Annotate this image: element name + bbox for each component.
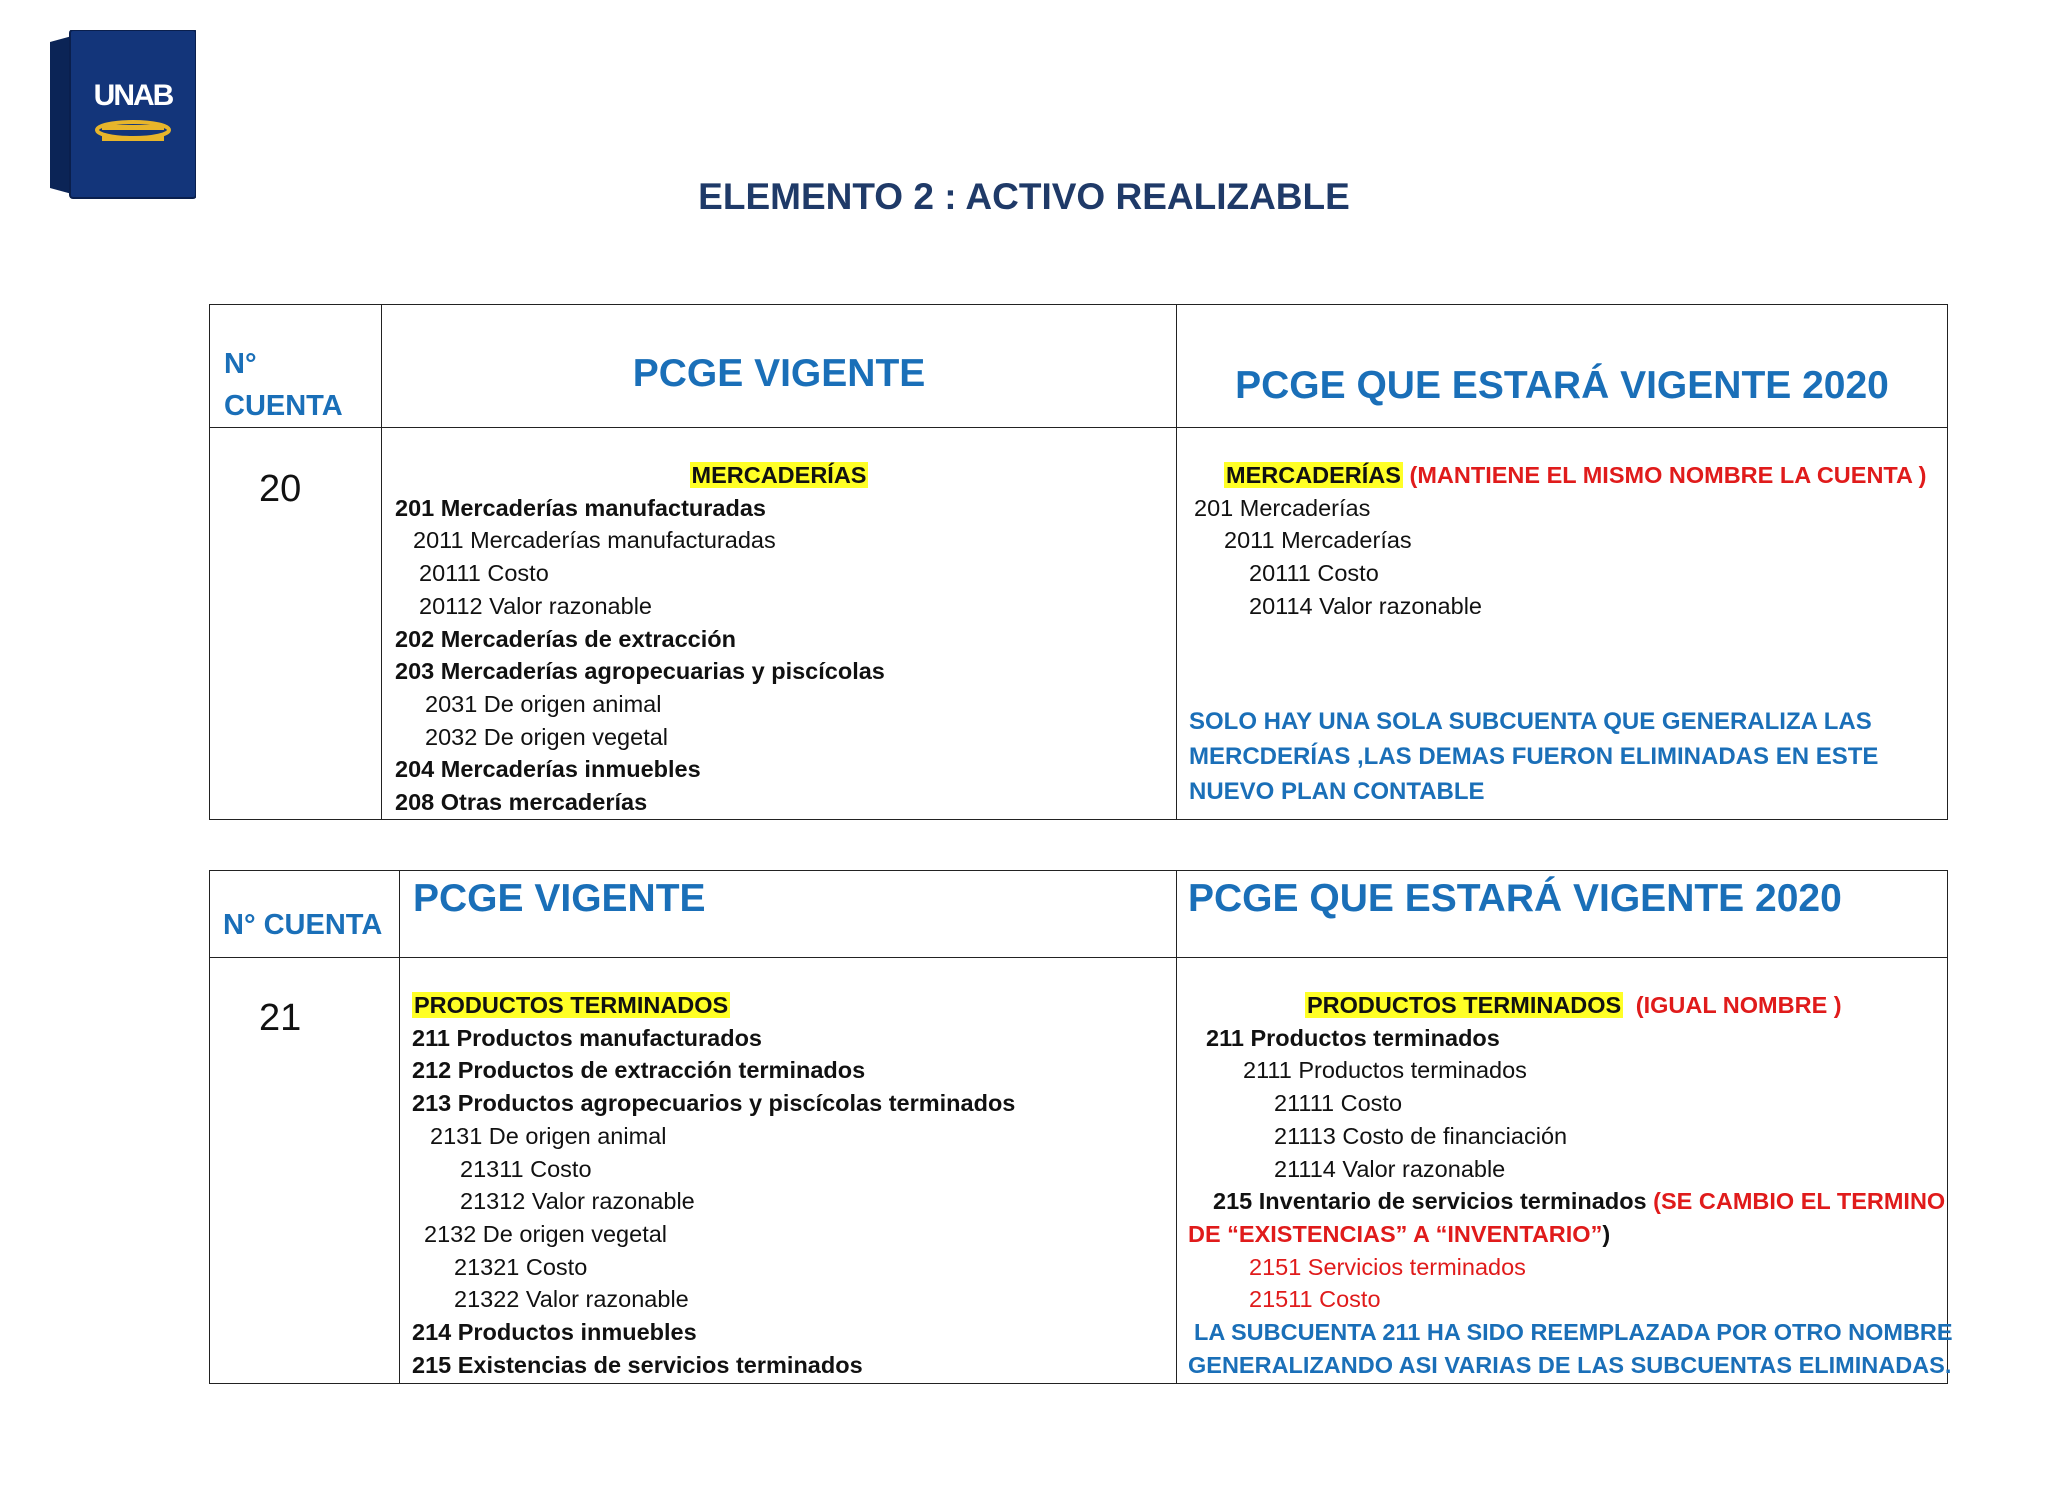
account-number: 20 bbox=[259, 468, 302, 510]
change-note: (SE CAMBIO EL TERMINO bbox=[1653, 1188, 1946, 1215]
heading-note: (MANTIENE EL MISMO NOMBRE LA CUENTA ) bbox=[1409, 462, 1927, 488]
account-heading: PRODUCTOS TERMINADOS bbox=[1307, 992, 1622, 1018]
account-line: 20114 Valor razonable bbox=[1249, 592, 1482, 619]
table-body-row bbox=[210, 428, 1948, 820]
header-line: N° bbox=[224, 348, 257, 380]
account-number-cell bbox=[210, 958, 400, 1384]
account-heading-line bbox=[1177, 459, 1947, 492]
account-line: 212 Productos de extracción terminados bbox=[412, 1057, 866, 1084]
account-line: 2011 Mercaderías manufacturadas bbox=[413, 527, 776, 554]
account-heading-line bbox=[400, 989, 1176, 1022]
account-line: 20112 Valor razonable bbox=[419, 592, 652, 619]
header-label: PCGE QUE ESTARÁ VIGENTE 2020 bbox=[1188, 877, 1842, 920]
account-line-with-note bbox=[1177, 1185, 1947, 1218]
svg-text:UNAB: UNAB bbox=[93, 79, 173, 112]
account-heading-line bbox=[382, 459, 1176, 492]
account-line: 20111 Costo bbox=[419, 560, 549, 587]
account-line: 204 Mercaderías inmuebles bbox=[395, 756, 701, 783]
heading-note: (IGUAL NOMBRE ) bbox=[1635, 992, 1842, 1018]
account-heading: PRODUCTOS TERMINADOS bbox=[414, 992, 729, 1018]
explanation-note: GENERALIZANDO ASI VARIAS DE LAS SUBCUENTAS ELIMINADAS. bbox=[1188, 1351, 1952, 1378]
change-note-line bbox=[1177, 1218, 1947, 1251]
current-plan-header bbox=[382, 305, 1177, 428]
account-line: 202 Mercaderías de extracción bbox=[395, 625, 736, 652]
account-line: 211 Productos terminados bbox=[1206, 1024, 1500, 1051]
account-line: 20111 Costo bbox=[1249, 560, 1379, 587]
table-header-row bbox=[210, 305, 1948, 428]
account-line: 21113 Costo de financiación bbox=[1274, 1122, 1568, 1149]
future-plan-cell bbox=[1177, 958, 1953, 1384]
account-line: 211 Productos manufacturados bbox=[412, 1024, 762, 1051]
account-heading: MERCADERÍAS bbox=[691, 462, 867, 488]
account-line: 215 Existencias de servicios terminados bbox=[412, 1351, 863, 1378]
explanation-note: SOLO HAY UNA SOLA SUBCUENTA QUE GENERALIZA LAS MERCDERÍAS ,LAS DEMAS FUERON ELIMINADAS EN ESTE NUEVO PLAN CONTABLE bbox=[1189, 707, 1879, 805]
account-line: 201 Mercaderías bbox=[1194, 494, 1371, 521]
account-line: 213 Productos agropecuarios y piscícolas terminados bbox=[412, 1090, 1016, 1117]
future-plan-header bbox=[1177, 871, 1948, 958]
table-body-row bbox=[210, 958, 1948, 1384]
current-plan-header bbox=[400, 871, 1177, 958]
account-table-20 bbox=[209, 304, 1948, 820]
page-title: ELEMENTO 2 : ACTIVO REALIZABLE bbox=[698, 176, 1350, 217]
future-plan-cell bbox=[1177, 428, 1948, 820]
header-label: PCGE QUE ESTARÁ VIGENTE 2020 bbox=[1235, 364, 1889, 407]
change-note: DE “EXISTENCIAS” A “INVENTARIO” bbox=[1188, 1220, 1603, 1247]
explanation-note: LA SUBCUENTA 211 HA SIDO REEMPLAZADA POR OTRO NOMBRE bbox=[1194, 1319, 1953, 1346]
header-label: N° CUENTA bbox=[223, 909, 383, 941]
account-line: 2131 De origen animal bbox=[430, 1122, 667, 1149]
header-label: PCGE VIGENTE bbox=[413, 877, 706, 920]
account-line: 208 Otras mercaderías bbox=[395, 789, 648, 816]
account-line: 214 Productos inmuebles bbox=[412, 1319, 697, 1346]
account-table-21 bbox=[209, 870, 1953, 1384]
account-heading-line bbox=[1177, 989, 1947, 1022]
change-note-close: ) bbox=[1602, 1220, 1611, 1247]
account-line: 2132 De origen vegetal bbox=[424, 1220, 668, 1247]
header-line: CUENTA bbox=[224, 390, 343, 422]
account-line: 2031 De origen animal bbox=[425, 690, 662, 717]
header-label: PCGE VIGENTE bbox=[632, 352, 926, 395]
unab-logo bbox=[50, 30, 196, 200]
account-number-cell bbox=[210, 428, 382, 820]
account-number: 21 bbox=[259, 997, 302, 1039]
table-header-row bbox=[210, 871, 1948, 958]
account-line: 215 Inventario de servicios terminados bbox=[1213, 1188, 1647, 1215]
account-line: 21311 Costo bbox=[460, 1155, 592, 1182]
account-number-header bbox=[210, 305, 382, 428]
future-plan-header bbox=[1177, 305, 1948, 428]
account-line: 21511 Costo bbox=[1249, 1286, 1381, 1313]
account-line: 21322 Valor razonable bbox=[454, 1286, 689, 1313]
account-line: 2032 De origen vegetal bbox=[425, 723, 669, 750]
account-line: 21321 Costo bbox=[454, 1253, 588, 1280]
account-number-header bbox=[210, 871, 400, 958]
account-heading: MERCADERÍAS bbox=[1226, 462, 1401, 488]
account-line: 21111 Costo bbox=[1274, 1090, 1403, 1117]
account-line: 21114 Valor razonable bbox=[1274, 1155, 1506, 1182]
account-line: 2111 Productos terminados bbox=[1243, 1057, 1527, 1084]
account-line: 21312 Valor razonable bbox=[460, 1188, 695, 1215]
current-plan-cell bbox=[400, 958, 1177, 1384]
account-line: 203 Mercaderías agropecuarias y piscícolas bbox=[395, 658, 885, 685]
account-line: 2011 Mercaderías bbox=[1224, 527, 1412, 554]
account-line: 2151 Servicios terminados bbox=[1249, 1253, 1526, 1280]
current-plan-cell bbox=[382, 428, 1177, 820]
account-line: 201 Mercaderías manufacturadas bbox=[395, 494, 766, 521]
